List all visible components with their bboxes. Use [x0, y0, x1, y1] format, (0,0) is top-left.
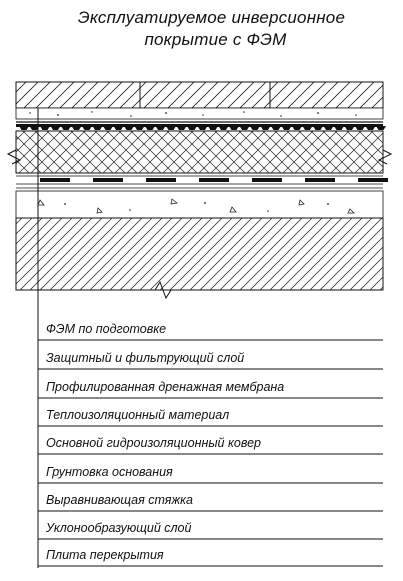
- layer-insulation-graphic: [16, 131, 383, 173]
- diagram-title-line-2: покрытие с ФЭМ: [144, 30, 287, 49]
- layer-label: Выравнивающая стяжка: [46, 493, 193, 507]
- layer-slab-graphic: [16, 218, 383, 290]
- layer-label: Грунтовка основания: [46, 465, 173, 479]
- layer-label: Профилированная дренажная мембрана: [46, 380, 285, 394]
- layer-label: Защитный и фильтрующий слой: [46, 351, 245, 365]
- layer-label: Теплоизоляционный материал: [46, 408, 230, 422]
- layer-preparation-graphic: [16, 108, 383, 119]
- layer-screed-graphic: [16, 191, 383, 218]
- layer-label: Плита перекрытия: [46, 548, 164, 562]
- layer-drainage-membrane-graphic: [16, 124, 386, 130]
- layer-waterproofing-graphic: [16, 173, 388, 188]
- diagram-title-line-1: Эксплуатируемое инверсионное: [77, 8, 346, 27]
- layer-label: Уклонообразующий слой: [46, 521, 192, 535]
- layer-label: Основной гидроизоляционный ковер: [46, 436, 261, 450]
- layer-label: ФЭМ по подготовке: [46, 322, 167, 336]
- layer-tiles-graphic: [16, 82, 383, 108]
